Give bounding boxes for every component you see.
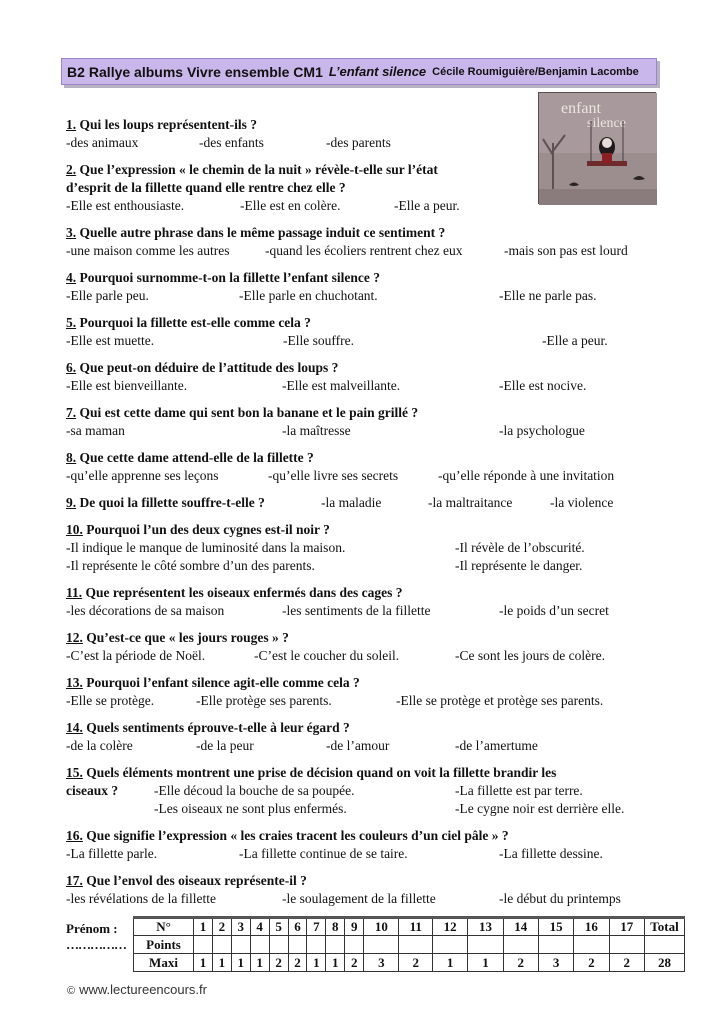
- question-number: 4.: [66, 270, 77, 285]
- answer-option: -des animaux: [66, 135, 139, 150]
- answer-option: -Elle protège ses parents.: [196, 693, 332, 708]
- maxi-cell: 1: [307, 954, 326, 972]
- question-number-cell: 7: [307, 918, 326, 936]
- question-text: Pourquoi surnomme-t-on la fillette l’enfant silence ?: [79, 270, 380, 285]
- question-text: Que l’envol des oiseaux représente-il ?: [86, 873, 307, 888]
- answer-option: -qu’elle apprenne ses leçons: [66, 468, 219, 483]
- points-cell[interactable]: [433, 936, 468, 954]
- points-cell[interactable]: [250, 936, 269, 954]
- question-number: 12.: [66, 630, 83, 645]
- answer-option: -C’est le coucher du soleil.: [254, 648, 400, 663]
- question-text: Que l’expression « le chemin de la nuit » révèle-t-elle sur l’état: [79, 162, 438, 177]
- answer-option: -C’est la période de Noël.: [66, 648, 206, 663]
- answer-option: -mais son pas est lourd: [504, 243, 628, 258]
- question-17: [66, 873, 307, 889]
- total-header: Total: [645, 918, 685, 936]
- answer-option: -le début du printemps: [499, 891, 621, 906]
- maxi-cell: 2: [399, 954, 433, 972]
- answer-option: -la psychologue: [499, 423, 585, 438]
- question-number: 14.: [66, 720, 83, 735]
- answer-option: -de l’amour: [326, 738, 390, 753]
- answer-option: -de la peur: [196, 738, 254, 753]
- question-number: 7.: [66, 405, 77, 420]
- question-11: [66, 585, 402, 601]
- row-label: Points: [134, 936, 194, 954]
- question-number: 1.: [66, 117, 77, 132]
- book-authors: Cécile Roumiguière/Benjamin Lacombe: [432, 65, 639, 78]
- question-number-cell: 5: [269, 918, 288, 936]
- worksheet-header: [61, 58, 657, 85]
- score-table: [133, 916, 685, 972]
- points-cell[interactable]: [194, 936, 213, 954]
- question-9: [66, 495, 265, 511]
- answer-option: -Elle est en colère.: [240, 198, 341, 213]
- question-number-cell: 12: [433, 918, 468, 936]
- question-text: Pourquoi l’enfant silence agit-elle comme cela ?: [86, 675, 360, 690]
- answer-option: -des enfants: [199, 135, 264, 150]
- question-number: 17.: [66, 873, 83, 888]
- question-number-cell: 8: [326, 918, 345, 936]
- answer-option: -Elle est muette.: [66, 333, 155, 348]
- answer-option: -Les oiseaux ne sont plus enfermés.: [154, 801, 347, 816]
- question-12: [66, 630, 289, 646]
- question-number: 2.: [66, 162, 77, 177]
- question-6: [66, 360, 338, 376]
- answer-option: -Elle parle en chuchotant.: [239, 288, 378, 303]
- question-15: [66, 765, 556, 781]
- question-8: [66, 450, 314, 466]
- question-1: [66, 117, 257, 133]
- maxi-cell: 1: [212, 954, 231, 972]
- maxi-cell: 3: [538, 954, 573, 972]
- question-2: [66, 162, 438, 178]
- answer-option: -sa maman: [66, 423, 125, 438]
- svg-text:enfant: enfant: [561, 100, 601, 117]
- question-number-cell: 4: [250, 918, 269, 936]
- points-cell[interactable]: [231, 936, 250, 954]
- question-text: Que signifie l’expression « les craies tracent les couleurs d’un ciel pâle » ?: [86, 828, 509, 843]
- question-number: 6.: [66, 360, 77, 375]
- answer-option: -Elle se protège.: [66, 693, 155, 708]
- question-number-cell: 16: [574, 918, 609, 936]
- answer-option: -La fillette est par terre.: [455, 783, 583, 798]
- question-number-cell: 1: [194, 918, 213, 936]
- prenom-blank: ……………: [66, 937, 126, 952]
- points-cell[interactable]: [326, 936, 345, 954]
- points-cell[interactable]: [399, 936, 433, 954]
- points-cell[interactable]: [212, 936, 231, 954]
- question-text: d’esprit de la fillette quand elle rentre chez elle ?: [66, 180, 346, 195]
- maxi-cell: 1: [231, 954, 250, 972]
- points-cell[interactable]: [609, 936, 644, 954]
- points-cell[interactable]: [468, 936, 503, 954]
- question-number-cell: 17: [609, 918, 644, 936]
- question-number-cell: 9: [345, 918, 364, 936]
- answer-option: -les sentiments de la fillette: [282, 603, 431, 618]
- question-13: [66, 675, 360, 691]
- question-text: Pourquoi la fillette est-elle comme cela ?: [79, 315, 311, 330]
- points-cell[interactable]: [538, 936, 573, 954]
- question-text: Pourquoi l’un des deux cygnes est-il noir ?: [86, 522, 330, 537]
- question-number-cell: 2: [212, 918, 231, 936]
- answer-option: -Elle est enthousiaste.: [66, 198, 185, 213]
- answer-option: -les révélations de la fillette: [66, 891, 216, 906]
- question-7: [66, 405, 418, 421]
- answer-option: -Elle parle peu.: [66, 288, 149, 303]
- score-row-points: [134, 936, 685, 954]
- answer-option: -qu’elle livre ses secrets: [268, 468, 399, 483]
- question-text: De quoi la fillette souffre-t-elle ?: [79, 495, 265, 510]
- question-2-continued: [66, 180, 346, 196]
- maxi-cell: 2: [345, 954, 364, 972]
- maxi-cell: 2: [269, 954, 288, 972]
- book-title: L’enfant silence: [328, 64, 427, 79]
- points-cell[interactable]: [345, 936, 364, 954]
- question-number-cell: 3: [231, 918, 250, 936]
- answer-option: -de la colère: [66, 738, 133, 753]
- points-cell[interactable]: [307, 936, 326, 954]
- answer-option: -Il représente le danger.: [455, 558, 583, 573]
- answer-option: -Elle est nocive.: [499, 378, 587, 393]
- answer-option: -Elle souffre.: [283, 333, 354, 348]
- maxi-cell: 3: [364, 954, 399, 972]
- website-link[interactable]: www.lectureencours.fr: [79, 982, 207, 997]
- answer-option: -de l’amertume: [455, 738, 538, 753]
- answer-option: -qu’elle réponde à une invitation: [438, 468, 615, 483]
- maxi-cell: 1: [250, 954, 269, 972]
- answer-option: -le soulagement de la fillette: [282, 891, 436, 906]
- question-number: 5.: [66, 315, 77, 330]
- score-row-numbers: [134, 918, 685, 936]
- maxi-cell: 2: [574, 954, 609, 972]
- question-text: Quels sentiments éprouve-t-elle à leur égard ?: [86, 720, 350, 735]
- question-number-cell: 14: [503, 918, 538, 936]
- question-number-cell: 13: [468, 918, 503, 936]
- answer-option: -la maltraitance: [428, 495, 513, 510]
- question-text: Quelle autre phrase dans le même passage induit ce sentiment ?: [79, 225, 446, 240]
- question-number: 11.: [66, 585, 83, 600]
- maxi-cell: 2: [288, 954, 307, 972]
- maxi-cell: 1: [468, 954, 503, 972]
- row-label: N°: [134, 918, 194, 936]
- row-label: Maxi: [134, 954, 194, 972]
- answer-option: -Elle est bienveillante.: [66, 378, 188, 393]
- prenom-label: Prénom :: [66, 921, 118, 936]
- maxi-total-cell: 28: [645, 954, 685, 972]
- answer-option: -Elle est malveillante.: [282, 378, 401, 393]
- question-text: Qui est cette dame qui sent bon la banane et le pain grillé ?: [79, 405, 419, 420]
- svg-text:silence: silence: [587, 116, 626, 131]
- book-cover-image: [538, 92, 656, 204]
- answer-option: -Elle a peur.: [542, 333, 608, 348]
- question-text: Qui les loups représentent-ils ?: [79, 117, 258, 132]
- book-cover-illustration: [539, 93, 657, 205]
- question-5: [66, 315, 311, 331]
- maxi-cell: 1: [326, 954, 345, 972]
- answer-option: -La fillette dessine.: [499, 846, 603, 861]
- points-cell[interactable]: [269, 936, 288, 954]
- question-number-cell: 11: [399, 918, 433, 936]
- answer-option: -Ce sont les jours de colère.: [455, 648, 605, 663]
- answer-option: -Elle découd la bouche de sa poupée.: [154, 783, 355, 798]
- answer-option: -Elle a peur.: [394, 198, 460, 213]
- score-row-maxi: [134, 954, 685, 972]
- question-number: 15.: [66, 765, 83, 780]
- answer-option: -une maison comme les autres: [66, 243, 230, 258]
- series-title: Rallye albums Vivre ensemble CM1: [88, 63, 323, 80]
- answer-option: -quand les écoliers rentrent chez eux: [265, 243, 463, 258]
- question-number: 10.: [66, 522, 83, 537]
- answer-option: -Il représente le côté sombre d’un des parents.: [66, 558, 315, 573]
- level-label: B2: [67, 63, 85, 80]
- points-cell[interactable]: [574, 936, 609, 954]
- answer-option: -le poids d’un secret: [499, 603, 609, 618]
- answer-option: -la maladie: [321, 495, 382, 510]
- points-cell[interactable]: [503, 936, 538, 954]
- question-16: [66, 828, 509, 844]
- question-number: 9.: [66, 495, 77, 510]
- answer-option: -des parents: [326, 135, 391, 150]
- answer-option: -les décorations de sa maison: [66, 603, 225, 618]
- points-cell[interactable]: [288, 936, 307, 954]
- question-3: [66, 225, 445, 241]
- copyright-icon: ©: [67, 985, 76, 997]
- question-10: [66, 522, 330, 538]
- website-footer: [67, 982, 207, 997]
- maxi-cell: 1: [433, 954, 468, 972]
- question-text: Qu’est-ce que « les jours rouges » ?: [86, 630, 289, 645]
- answer-option: -la maîtresse: [282, 423, 351, 438]
- question-number-cell: 15: [538, 918, 573, 936]
- answer-option: -la violence: [550, 495, 614, 510]
- answer-option: -Elle se protège et protège ses parents.: [396, 693, 604, 708]
- question-text: Que peut-on déduire de l’attitude des loups ?: [79, 360, 339, 375]
- question-text: Que cette dame attend-elle de la fillette ?: [79, 450, 314, 465]
- question-number: 13.: [66, 675, 83, 690]
- points-cell[interactable]: [364, 936, 399, 954]
- answer-option: -Il indique le manque de luminosité dans la maison.: [66, 540, 346, 555]
- question-text: ciseaux ?: [66, 783, 119, 798]
- question-number-cell: 6: [288, 918, 307, 936]
- question-15-continued: [66, 783, 118, 799]
- answer-option: -La fillette parle.: [66, 846, 158, 861]
- maxi-cell: 2: [609, 954, 644, 972]
- maxi-cell: 1: [194, 954, 213, 972]
- question-4: [66, 270, 380, 286]
- answer-option: -Elle ne parle pas.: [499, 288, 597, 303]
- answer-option: -Il révèle de l’obscurité.: [455, 540, 585, 555]
- maxi-cell: 2: [503, 954, 538, 972]
- points-total-cell[interactable]: [645, 936, 685, 954]
- question-number: 16.: [66, 828, 83, 843]
- question-number: 3.: [66, 225, 77, 240]
- answer-option: -Le cygne noir est derrière elle.: [455, 801, 625, 816]
- answer-option: -La fillette continue de se taire.: [239, 846, 408, 861]
- question-text: Que représentent les oiseaux enfermés dans des cages ?: [85, 585, 403, 600]
- question-text: Quels éléments montrent une prise de décision quand on voit la fillette brandir les: [86, 765, 557, 780]
- question-14: [66, 720, 350, 736]
- question-number: 8.: [66, 450, 77, 465]
- question-number-cell: 10: [364, 918, 399, 936]
